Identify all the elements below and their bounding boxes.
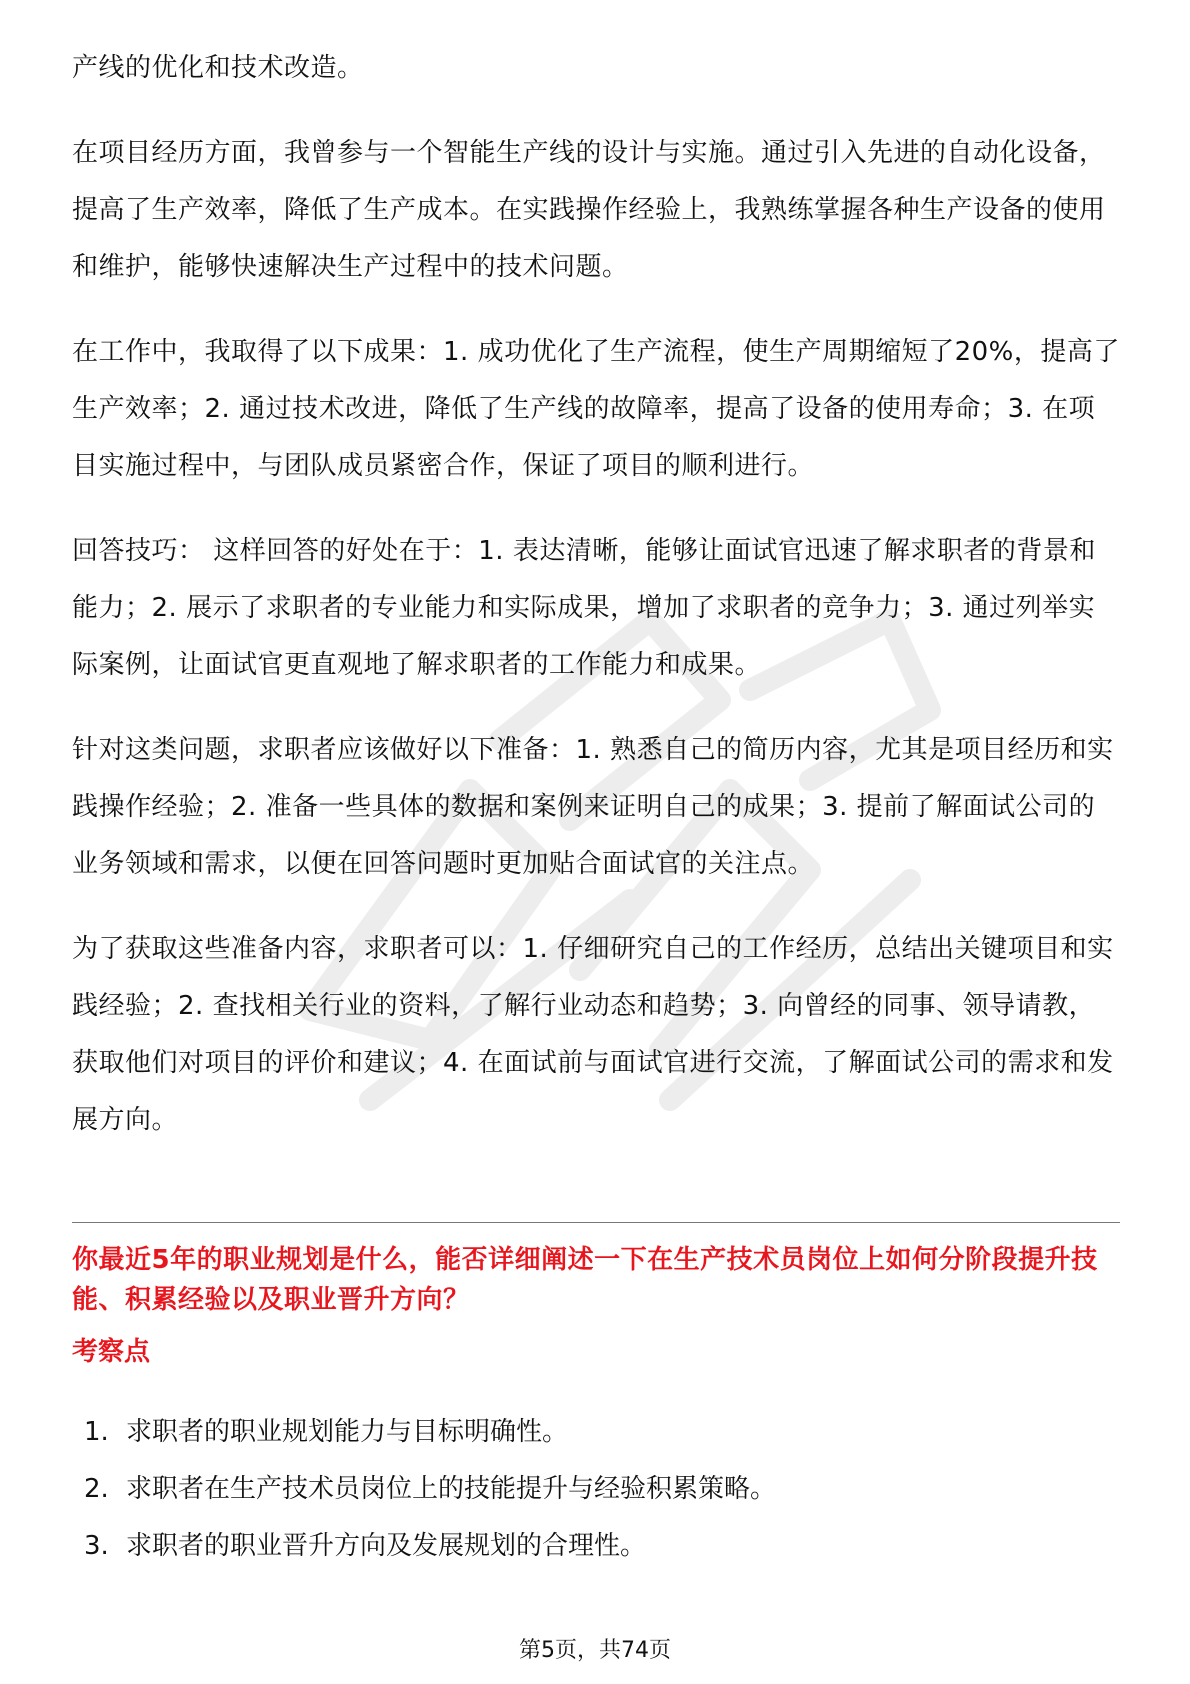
assessment-points-list — [84, 1404, 1114, 1575]
section-divider — [72, 1222, 1120, 1223]
paragraph-4: 回答技巧： 这样回答的好处在于：1. 表达清晰，能够让面试官迅速了解求职者的背景和能力；2. 展示了求职者的专业能力和实际成果，增加了求职者的竞争力；3. 通过列举实际案例，让面试官更直观地了解求职者的工作能力和成果。 — [72, 536, 1096, 680]
answer-body — [72, 40, 1120, 1177]
list-item-number: 1. — [84, 1417, 109, 1447]
list-item — [84, 1461, 1114, 1518]
paragraph-3: 在工作中，我取得了以下成果：1. 成功优化了生产流程，使生产周期缩短了20%，提高了生产效率；2. 通过技术改进，降低了生产线的故障率，提高了设备的使用寿命；3. 在项目实施过程中，与团队成员紧密合作，保证了项目的顺利进行。 — [72, 337, 1120, 481]
paragraph-2: 在项目经历方面，我曾参与一个智能生产线的设计与实施。通过引入先进的自动化设备，提高了生产效率，降低了生产成本。在实践操作经验上，我熟练掌握各种生产设备的使用和维护，能够快速解决生产过程中的技术问题。 — [72, 138, 1106, 282]
list-item-text: 求职者在生产技术员岗位上的技能提升与经验积累策略。 — [126, 1474, 777, 1504]
list-item — [84, 1518, 1114, 1575]
list-item-number: 3. — [84, 1531, 109, 1561]
list-item-text: 求职者的职业规划能力与目标明确性。 — [126, 1417, 569, 1447]
page-number-footer: 第5页，共74页 — [519, 1638, 671, 1663]
assessment-points-title: 考察点 — [72, 1337, 151, 1367]
list-item-text: 求职者的职业晋升方向及发展规划的合理性。 — [126, 1531, 647, 1561]
paragraph-5: 针对这类问题，求职者应该做好以下准备：1. 熟悉自己的简历内容，尤其是项目经历和实践操作经验；2. 准备一些具体的数据和案例来证明自己的成果；3. 提前了解面试公司的业务领域和需求，以便在回答问题时更加贴合面试官的关注点。 — [72, 735, 1114, 879]
list-item-number: 2. — [84, 1474, 109, 1504]
question-heading: 你最近5年的职业规划是什么，能否详细阐述一下在生产技术员岗位上如何分阶段提升技能、积累经验以及职业晋升方向？ — [72, 1245, 1098, 1315]
paragraph-6: 为了获取这些准备内容，求职者可以：1. 仔细研究自己的工作经历，总结出关键项目和实践经验；2. 查找相关行业的资料，了解行业动态和趋势；3. 向曾经的同事、领导请教，获取他们对项目的评价和建议；4. 在面试前与面试官进行交流，了解面试公司的需求和发展方向。 — [72, 934, 1114, 1135]
paragraph-1: 产线的优化和技术改造。 — [72, 53, 364, 83]
list-item — [84, 1404, 1114, 1461]
